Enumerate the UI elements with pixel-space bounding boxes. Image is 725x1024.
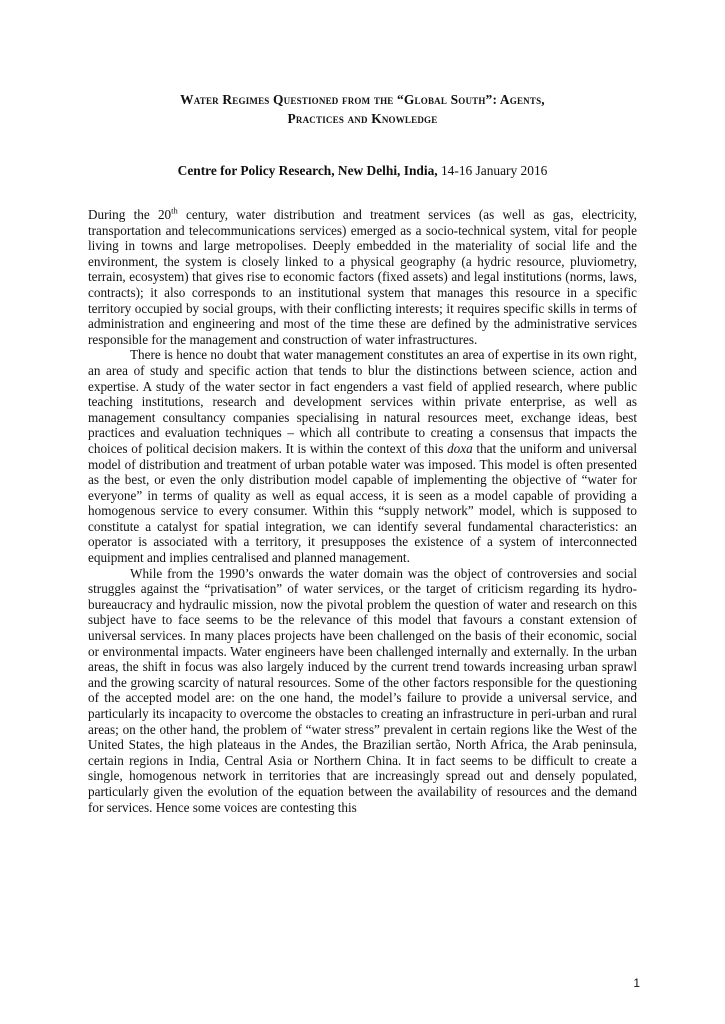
- page-number: 1: [633, 976, 640, 990]
- paragraph-3: While from the 1990’s onwards the water domain was the object of controversies and social struggles against the “privatisation” of water services, or the target of criticism regarding its hydro-bureaucracy and hydraulic mission, now the pivotal problem the question of water and research on this subject have to face seems to be the relevance of this model that favours a constant extension of universal services. In many places projects have been challenged on the basis of their economic, social or environmental impacts. Water engineers have been challenged internally and externally. In the urban areas, the shift in focus was also largely induced by the current trend towards increasing urban sprawl and the growing scarcity of natural resources. Some of the other factors responsible for the questioning of the accepted model are: on the one hand, the model’s failure to provide a universal service, and particularly its incapacity to overcome the obstacles to creating an infrastructure in peri-urban and rural areas; on the other hand, the problem of “water stress” prevalent in certain regions like the West of the United States, the high plateaus in the Andes, the Brazilian sertão, North Africa, the Arab peninsula, certain regions in India, Central Asia or Northern China. It in fact seems to be difficult to create a single, homogenous network in territories that are increasingly spread out and densely populated, particularly given the evolution of the equation between the availability of resources and the demand for services. Hence some voices are contesting this: [88, 565, 637, 815]
- title-line-2: Practices and Knowledge: [287, 111, 438, 126]
- paragraph-2: [88, 347, 637, 565]
- document-body: [88, 207, 637, 815]
- italic-term-doxa: doxa: [447, 440, 473, 456]
- paragraph-1: [88, 207, 637, 347]
- title-line-1: Water Regimes Questioned from the “Global South”: Agents,: [180, 92, 545, 107]
- paragraph-2-start: There is hence no doubt that water management constitutes an area of expertise in its own right, an area of study and specific action that tends to blur the distinctions between science, action and expertise. A study of the water sector in fact engenders a vast field of applied research, where public teaching institutions, research and development services within private enterprise, as well as management consultancy companies specialising in natural resources meet, exchange ideas, best practices and evaluation techniques – which all contribute to creating a consensus that impacts the choices of political decision makers. It is within the context of this: [88, 347, 637, 456]
- paragraph-2-rest: that the uniform and universal model of distribution and treatment of urban potable water was imposed. This model is often presented as the best, or even the only distribution model capable of implementing the objective of “water for everyone” in terms of quality as well as equal access, it is seen as a model capable of providing a homogenous service to every consumer. Within this “supply network” model, which is supposed to constitute a catalyst for spatial integration, we can identify several fundamental characteristics: an operator is associated with a territory, it presupposes the existence of a system of interconnected equipment and implies centralised and planned management.: [88, 440, 637, 566]
- conference-dates: 14-16 January 2016: [437, 163, 548, 178]
- paragraph-1-start: During the 20: [88, 207, 172, 222]
- conference-info: [90, 162, 635, 180]
- ordinal-superscript: th: [171, 205, 178, 216]
- document-title: [90, 90, 635, 128]
- conference-venue: Centre for Policy Research, New Delhi, India,: [177, 163, 438, 178]
- paragraph-1-rest: century, water distribution and treatment services (as well as gas, electricity, transportation and telecommunications services) emerged as a socio-technical system, vital for people living in towns and large metropolises. Deeply embedded in the materiality of social life and the environment, the system is closely linked to a physical geography (a hydric resource, pluviometry, terrain, ecosystem) that gives rise to economic factors (fixed assets) and legal institutions (norms, laws, contracts); it also corresponds to an institutional system that manages this resource in a specific territory occupied by social groups, with their conflicting interests; it requires specific skills in terms of administration and engineering and most of the time these are defined by the administrative services responsible for the management and construction of water infrastructures.: [88, 207, 637, 347]
